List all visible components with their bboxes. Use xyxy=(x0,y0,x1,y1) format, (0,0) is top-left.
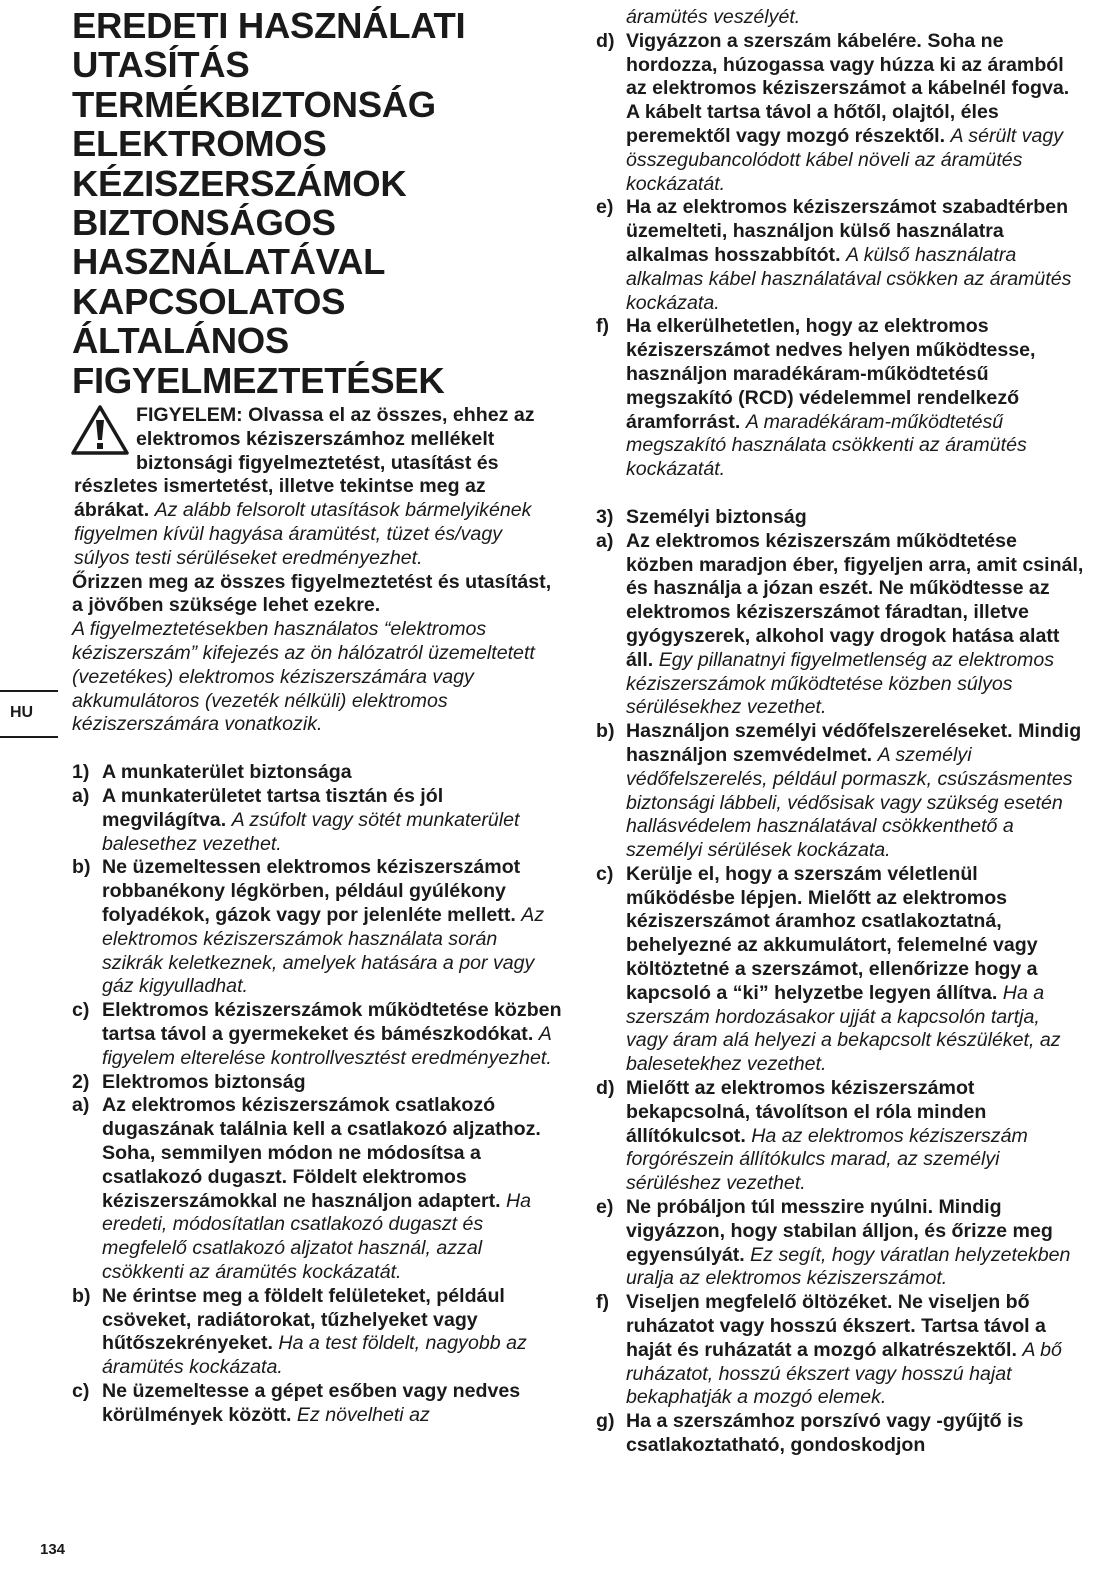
right-column xyxy=(596,6,1086,1458)
title-line: KAPCSOLATOS xyxy=(72,280,346,322)
title-line: TERMÉKBIZTONSÁG xyxy=(72,83,436,125)
item-bold: Az elektromos kéziszerszámok csatlakozó dugaszának találnia kell a csatlakozó aljzathoz. Soha, semmilyen módon ne módosítsa a csatlakozó dugaszt. Földelt elektromos kéziszerszámokkal ne használjon adaptert. xyxy=(102,1094,541,1212)
list-item xyxy=(72,1285,562,1380)
list-item xyxy=(72,1094,562,1284)
item-bold: Ne próbáljon túl messzire nyúlni. Mindig vigyázzon, hogy stabilan álljon, és őrizze meg egyensúlyát. xyxy=(626,1196,1053,1266)
warning-block xyxy=(72,404,562,571)
item-italic: Az elektromos kéziszerszámok használata során szikrák keletkeznek, amelyek hatására a por vagy gáz kigyulladhat. xyxy=(102,904,545,998)
item-bold: Az elektromos kéziszerszám működtetése közben maradjon éber, figyeljen arra, amit csinál, és használja a józan eszét. Ne működtesse az elektromos kéziszerszámot fáradtan, illetve gyógyszerek, alkohol vagy drogok hatása alatt áll. xyxy=(626,529,1084,671)
warning-bold: FIGYELEM: Olvassa el az összes, ehhez az elektromos kéziszerszámhoz mellékelt biztonsági figyelmeztetést, utasítást és részletes ismertetést, illetve tekintse meg az ábrákat. xyxy=(74,404,535,522)
item-label: g) xyxy=(596,1410,615,1433)
list-item xyxy=(596,1077,1086,1196)
item-italic: A személyi védőfelszerelés, például pormaszk, csúszásmentes biztonsági lábbeli, védősisak vagy szükség esetén hallásvédelem használatával csökkenthető a személyi sérülések kockázata. xyxy=(626,743,1073,862)
item-italic: A maradékáram-működtetésű megszakító használata csökkenti az áramütés kockázatát. xyxy=(626,410,1027,481)
item-italic: Ha a szerszám hordozásakor ujját a kapcsolón tartja, vagy áram alá helyezi a bekapcsolt készüléket, az balesetekhez vezethet. xyxy=(626,981,1061,1076)
language-tab xyxy=(0,690,58,738)
item-bold: Ne üzemeltesse a gépet esőben vagy nedves körülmények között. xyxy=(102,1379,521,1426)
item-italic: Ez segít, hogy váratlan helyzetekben uralja az elektromos kéziszerszámot. xyxy=(626,1243,1071,1290)
list-item xyxy=(72,856,562,999)
item-bold: Ha az elektromos kéziszerszámot szabadtérben üzemelteti, használjon külső használatra alkalmas hosszabbítót. xyxy=(626,196,1069,266)
list-item xyxy=(596,196,1086,315)
section-heading xyxy=(72,761,562,785)
list-item xyxy=(72,999,562,1070)
item-bold: Mielőtt az elektromos kéziszerszámot bekapcsolná, távolítson el róla minden állítókulcsot. xyxy=(626,1077,987,1147)
item-bold: Viseljen megfelelő öltözéket. Ne viseljen bő ruházatot vagy hosszú ékszert. Tartsa távol a haját és ruházatát a mozgó alkatrészektől. xyxy=(626,1291,1046,1361)
item-bold: Ne üzemeltessen elektromos kéziszerszámot robbanékony légkörben, például gyúlékony folyadékok, gázok vagy por jelenléte mellett. xyxy=(102,856,521,926)
warning-italic: Az alább felsorolt utasítások bármelyikének figyelmen kívül hagyása áramütést, tüzet és/vagy súlyos testi sérüléseket eredményezhet. xyxy=(74,499,532,569)
item-label: e) xyxy=(596,1196,614,1219)
item-italic: A külső használatra alkalmas kábel használatával csökken az áramütés kockázata. xyxy=(626,243,1072,314)
title-line: KÉZISZERSZÁMOK xyxy=(72,162,407,204)
list-item xyxy=(596,1410,1086,1458)
item-label: d) xyxy=(596,1077,615,1100)
item-bold: Ha elkerülhetetlen, hogy az elektromos kéziszerszámot nedves helyen működtesse, használjon maradékáram-működtetésű megszakító (RCD) védelemmel rendelkező áramforrást. xyxy=(626,315,1036,433)
section-title: Személyi biztonság xyxy=(626,505,807,528)
list-item xyxy=(596,315,1086,482)
item-italic: A bő ruházatot, hosszú ékszert vagy hosszú hajat bekaphatják a mozgó elemek. xyxy=(626,1338,1062,1409)
section-number: 3) xyxy=(596,505,614,528)
item-italic: áramütés veszélyét. xyxy=(626,6,801,28)
item-label: c) xyxy=(72,999,90,1022)
language-code: HU xyxy=(10,704,34,721)
list-item-continued xyxy=(596,6,1086,30)
item-label: a) xyxy=(72,785,90,808)
title-line: UTASÍTÁS xyxy=(72,44,250,86)
item-italic: Egy pillanatnyi figyelmetlenség az elektromos kéziszerszámok működtetése közben súlyos sérülésekhez vezethet. xyxy=(626,648,1055,719)
item-italic: A zsúfolt vagy sötét munkaterület balesethez vezethet. xyxy=(102,808,520,855)
warning-triangle-icon xyxy=(70,404,130,456)
item-label: b) xyxy=(72,856,91,879)
item-italic: Ez növelheti az xyxy=(296,1403,430,1426)
item-label: f) xyxy=(596,1291,610,1314)
title-line: ELEKTROMOS xyxy=(72,123,327,165)
item-label: c) xyxy=(596,862,614,885)
list-item xyxy=(72,785,562,856)
list-item xyxy=(596,1291,1086,1410)
list-item xyxy=(72,1380,562,1428)
item-bold: Ne érintse meg a földelt felületeket, például csöveket, radiátorokat, tűzhelyeket vagy hűtőszekrényeket. xyxy=(102,1284,505,1355)
item-label: b) xyxy=(72,1284,91,1307)
item-bold: Ha a szerszámhoz porszívó vagy -gyűjtő is csatlakoztatható, gondoskodjon xyxy=(626,1410,1024,1457)
item-label: a) xyxy=(596,529,614,552)
list-item xyxy=(596,863,1086,1077)
item-italic: A sérült vagy összegubancolódott kábel növeli az áramütés kockázatát. xyxy=(626,124,1064,195)
section-title: A munkaterület biztonsága xyxy=(102,761,352,784)
section-number: 2) xyxy=(72,1070,90,1093)
definition-text: A figyelmeztetésekben használatos “elektromos kéziszerszám” kifejezés az ön hálózatról üzemeltetett (vezetékes) elektromos kéziszerszámára vagy akkumulátoros (vezeték nélküli) elektromos kéziszerszámára vonatkozik. xyxy=(72,618,535,736)
list-item xyxy=(596,30,1086,197)
page-number: 134 xyxy=(40,1541,66,1558)
left-column xyxy=(72,0,562,1428)
page-title xyxy=(72,6,562,400)
item-italic: Ha eredeti, módosítatlan csatlakozó dugaszt és megfelelő csatlakozó aljzatot használ, azzal csökkenti az áramütés kockázatát. xyxy=(102,1189,532,1283)
item-italic: Ha az elektromos kéziszerszám forgórészein állítókulcs marad, az személyi sérüléshez vezethet. xyxy=(626,1124,1028,1195)
title-line: HASZNÁLATÁVAL xyxy=(72,241,386,283)
item-bold: Használjon személyi védőfelszereléseket. Mindig használjon szemvédelmet. xyxy=(626,720,1082,766)
keep-notice: Őrizzen meg az összes figyelmeztetést és utasítást, a jövőben szüksége lehet ezekre. xyxy=(72,570,552,617)
section-number: 1) xyxy=(72,761,90,784)
item-label: d) xyxy=(596,29,615,52)
item-bold: Elektromos kéziszerszámok működtetése közben tartsa távol a gyermekeket és bámészkodókat. xyxy=(102,999,562,1045)
item-italic: Ha a test földelt, nagyobb az áramütés kockázata. xyxy=(102,1332,527,1379)
item-bold: Vigyázzon a szerszám kábelére. Soha ne hordozza, húzogassa vagy húzza ki az áramból az elektromos kéziszerszámot a kábelnél fogva. A kábelt tartsa távol a hőtől, olajtól, éles peremektől vagy mozgó részektől. xyxy=(626,29,1070,147)
item-bold: A munkaterületet tartsa tisztán és jól megvilágítva. xyxy=(102,785,444,831)
title-line: FIGYELMEZTETÉSEK xyxy=(72,359,445,401)
section-title: Elektromos biztonság xyxy=(102,1070,306,1093)
item-label: a) xyxy=(72,1094,90,1117)
section-heading xyxy=(72,1071,562,1095)
item-label: c) xyxy=(72,1379,90,1402)
section-heading xyxy=(596,506,1086,530)
item-bold: Kerülje el, hogy a szerszám véletlenül működésbe lépjen. Mielőtt az elektromos kéziszerszámot áramhoz csatlakoztatná, behelyezné az akkumulátort, felemelné vagy költöztetné a szerszámot, ellenőrizze hogy a kapcsoló a “ki” helyzetbe legyen állítva. xyxy=(626,862,1038,1004)
item-italic: A figyelem elterelése kontrollvesztést eredményezhet. xyxy=(102,1022,552,1069)
item-label: b) xyxy=(596,720,615,743)
item-label: f) xyxy=(596,315,610,338)
list-item xyxy=(596,530,1086,720)
item-label: e) xyxy=(596,196,614,219)
list-item xyxy=(596,720,1086,863)
title-line: BIZTONSÁGOS xyxy=(72,202,336,244)
title-line: EREDETI HASZNÁLATI xyxy=(72,5,466,46)
list-item xyxy=(596,1196,1086,1291)
title-line: ÁLTALÁNOS xyxy=(72,320,289,362)
